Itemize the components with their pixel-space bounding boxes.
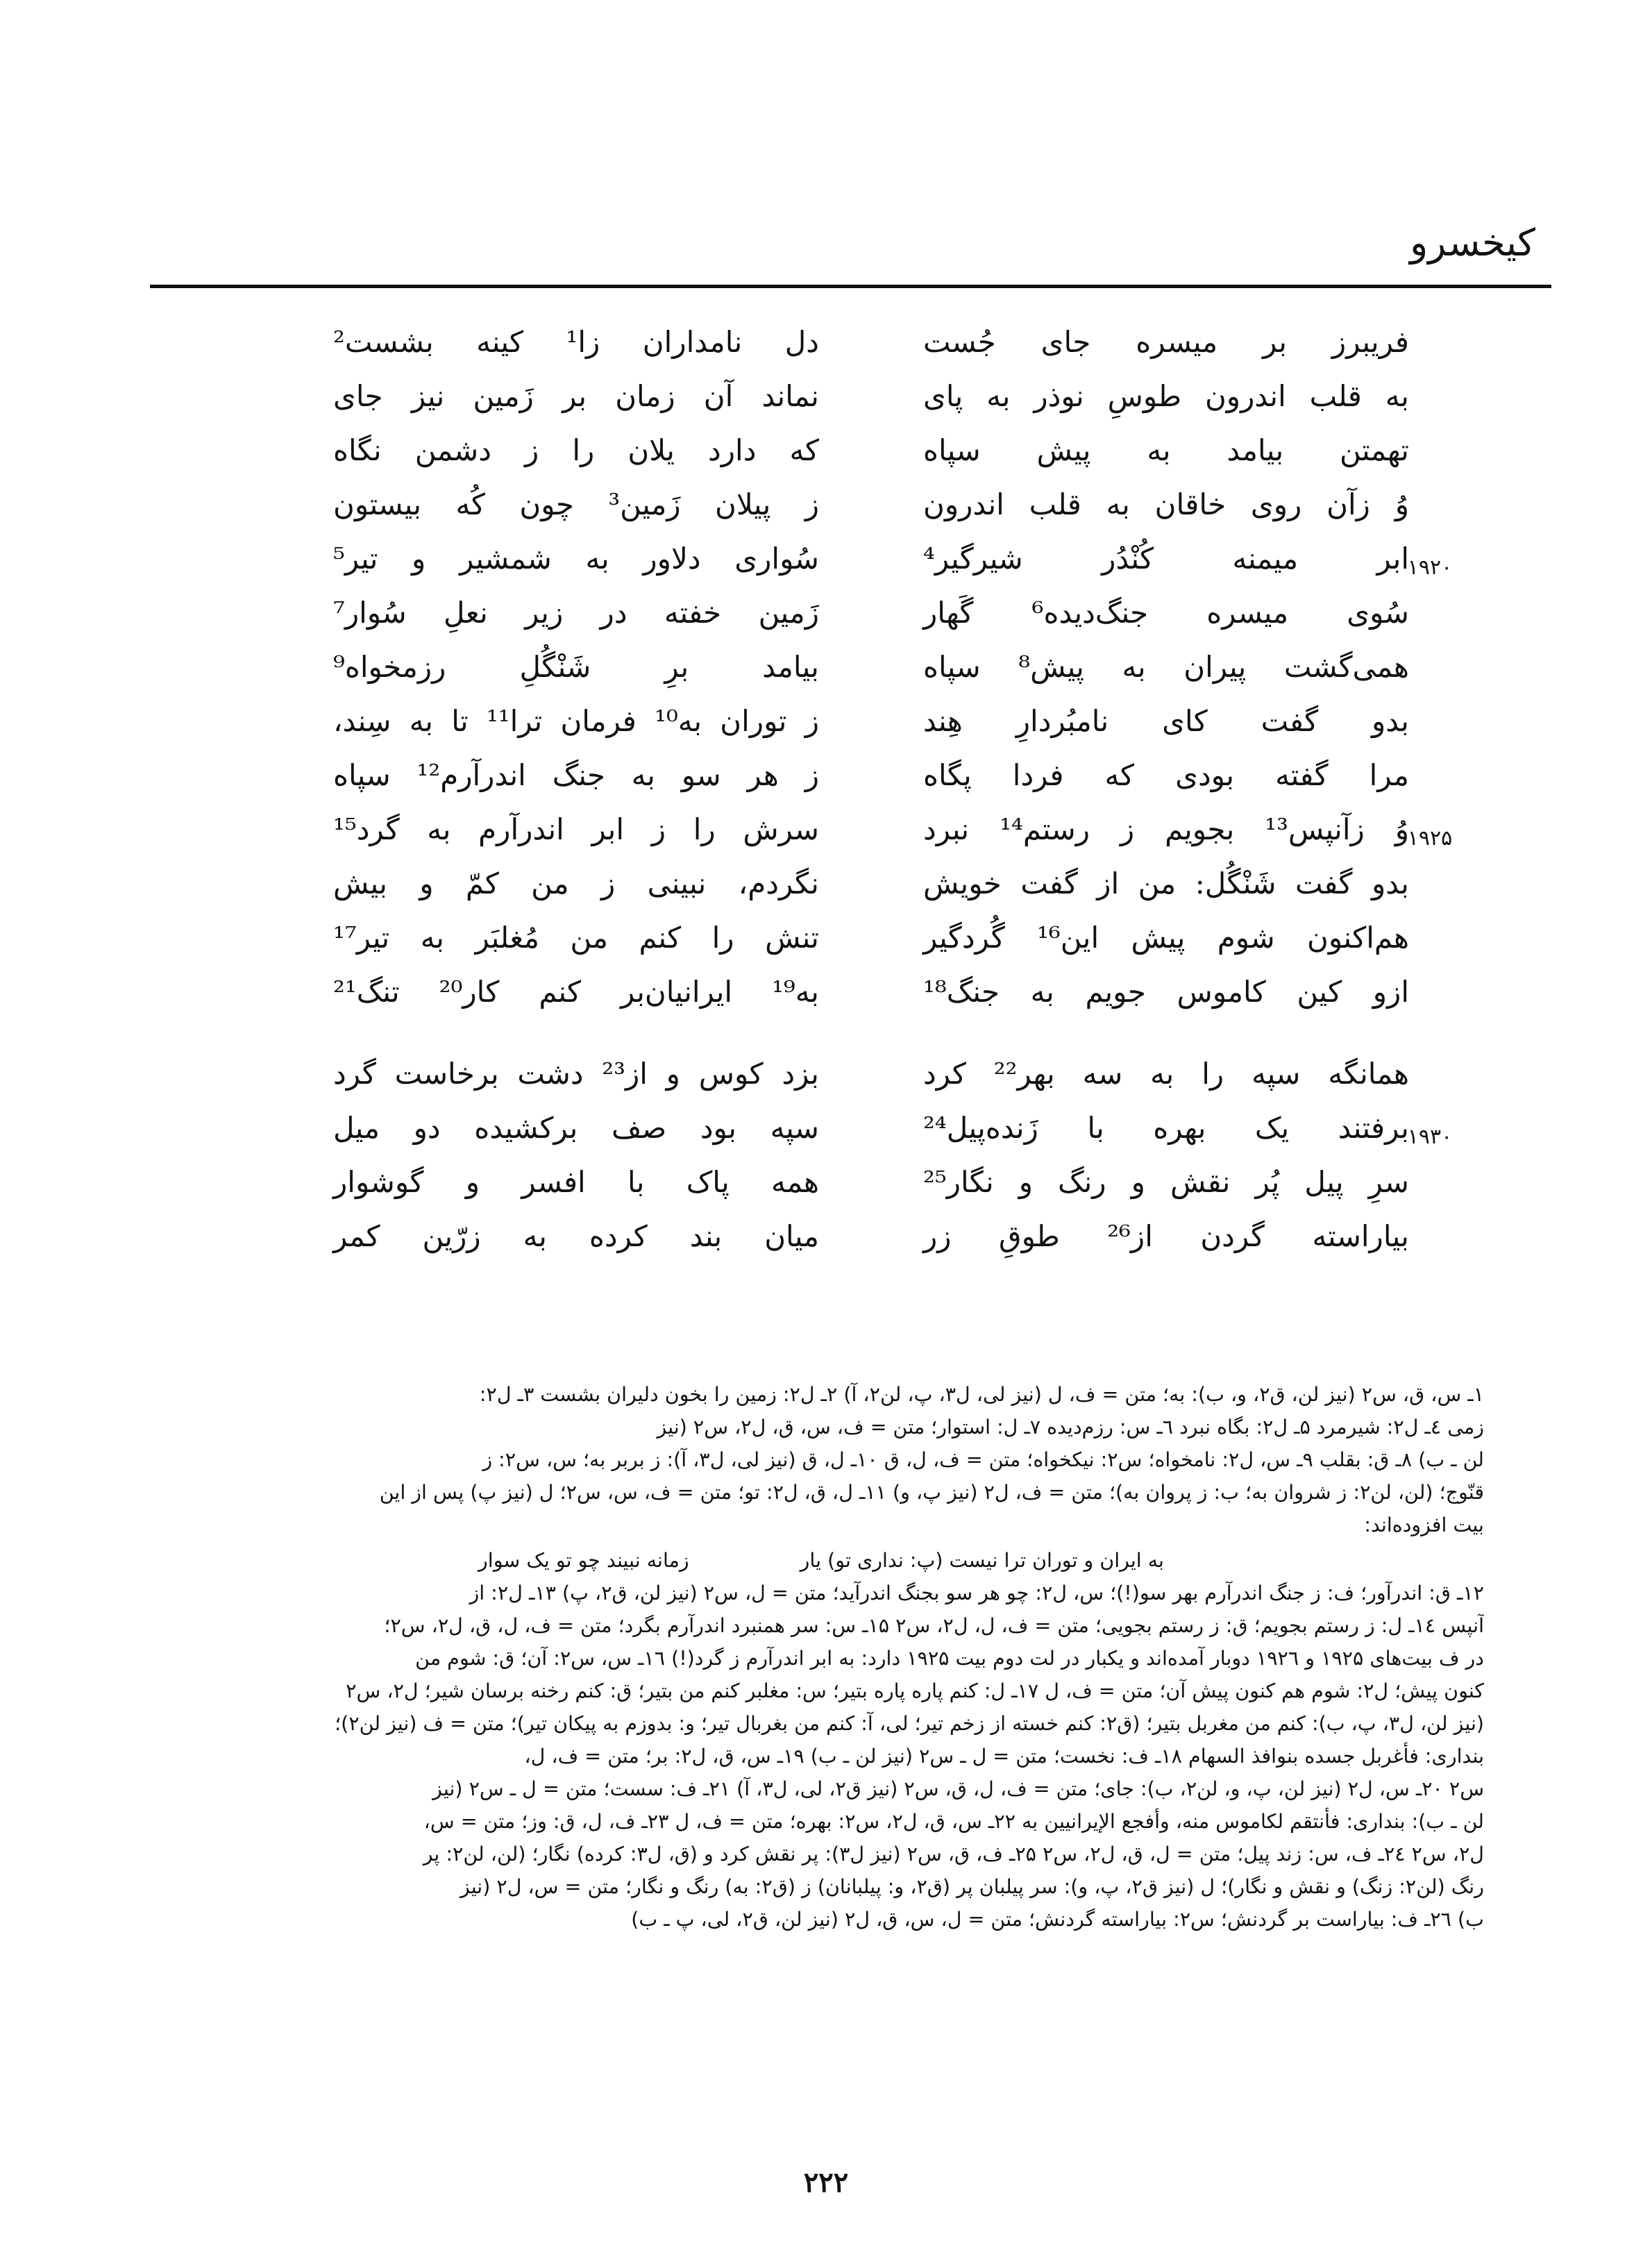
couplet bbox=[271, 812, 1453, 866]
hemistich-first: سُوی میسره جنگ‌دیده⁶ گَهار bbox=[923, 596, 1409, 630]
couplet bbox=[271, 379, 1409, 433]
hemistich-second: زَمین خفته در زیر نعلِ سُوار⁷ bbox=[333, 596, 819, 630]
footnote-line: س۲ ۲۰ـ س، ل۲ (نیز لن، پ، و، لن۲، ب): جای؛ متن = ف، ل، ق، س۲ (نیز ق۲، لی، ل۳، آ) ۲۱ـ ف: سست؛ متن = ل ـ س۲ (نیز bbox=[432, 1777, 1484, 1800]
footnote-line: کنون پیش؛ ل۲: شوم هم کنون پیش آن؛ متن = ف، ل ۱۷ـ ل: کنم پاره پاره بتیر؛ س: مغلبر کنم من بتیر؛ ق: کنم رخنه برسان شیر؛ ل۲، س۲ bbox=[346, 1679, 1484, 1702]
hemistich-second: بزد کوس و از²³ دشت برخاست گرد bbox=[333, 1057, 819, 1091]
hemistich-second: تنش را کنم من مُغلبَر به تیر¹⁷ bbox=[333, 921, 819, 955]
couplet bbox=[271, 1165, 1409, 1219]
hemistich-first: هم‌اکنون شوم پیش این¹⁶ گُردگیر bbox=[923, 921, 1409, 955]
hemistich-first: فریبرز بر میسره جای جُست bbox=[923, 325, 1409, 359]
footnote-line: (نیز لن، ل۳، پ، ب): کنم من مغربل بتیر؛ (ق۲: کنم خسته از زخم تیر؛ لی، آ: کنم من بغربال تیر؛ و: بدوزم به پیکان تیر)؛ متن = ف (نیز لن۲)؛ bbox=[335, 1712, 1484, 1735]
hemistich-first: ازو کین کاموس جویم به جنگ¹⁸ bbox=[923, 975, 1409, 1009]
poem-body bbox=[271, 325, 1453, 1301]
added-verse-first: به ایران و توران ترا نیست (پ: نداری تو) یار bbox=[800, 1549, 1164, 1572]
verse-number: ۱۹۲۰ bbox=[1407, 555, 1453, 580]
hemistich-second: ز توران به¹⁰ فرمان ترا¹¹ تا به سِند، bbox=[333, 704, 819, 738]
hemistich-second: سُواری دلاور به شمشیر و تیر⁵ bbox=[333, 542, 819, 576]
hemistich-second: ز پیلان زَمین³ چون کُه بیستون bbox=[333, 487, 819, 521]
hemistich-first: تهمتن بیامد به پیش سپاه bbox=[923, 433, 1409, 467]
header-rule bbox=[150, 285, 1551, 288]
couplet bbox=[271, 325, 1409, 379]
hemistich-second: همه پاک با افسر و گوشوار bbox=[333, 1165, 819, 1199]
couplet bbox=[271, 704, 1409, 758]
hemistich-first: همی‌گشت پیران به پیش⁸ سپاه bbox=[923, 650, 1409, 684]
added-verse bbox=[158, 1544, 1484, 1577]
footnote-line: زمی ٤ـ ل۲: شیرمرد ۵ـ ل۲: بگاه نبرد ٦ـ س: رزم‌دیده ۷ـ ل: استوار؛ متن = ف، س، ق، ل۲، س۲ (نیز bbox=[657, 1416, 1484, 1439]
couplet-group bbox=[271, 325, 1453, 1029]
running-head: کیخسرو bbox=[1410, 221, 1535, 265]
couplet bbox=[271, 921, 1409, 975]
couplet bbox=[271, 650, 1409, 704]
couplet bbox=[271, 1219, 1409, 1273]
hemistich-second: سرش را ز ابر اندرآرم به گرد¹⁵ bbox=[333, 812, 819, 846]
footnote-line: در ف بیت‌های ۱۹۲۵ و ۱۹۲٦ دوبار آمده‌اند و یکبار در لت دوم بیت ۱۹۲۵ دارد: به ابر اندرآرم ز گرد(!) ۱٦ـ س، س۲: آن؛ ق: شوم من bbox=[415, 1647, 1484, 1670]
footnote-line: ل۲، س۲ ۲٤ـ ف، س: زند پیل؛ متن = ل، ق، ل۲، س۲ ۲۵ـ ف، ق، س۲ (نیز ل۳): پر نقش کرد و (ق، ل۳: کرده) نگار؛ (لن، لن۲: پر bbox=[423, 1843, 1484, 1866]
hemistich-second: دل نامداران زا¹ کینه بشست² bbox=[333, 325, 819, 359]
hemistich-first: بدو گفت کای نامبُردارِ هِند bbox=[923, 704, 1409, 738]
couplet bbox=[271, 487, 1409, 542]
footnote-line: آنپس ۱٤ـ ل: ز رستم بجویم؛ ق: ز رستم بجویی؛ متن = ف، ل، ل۲، س۲ ۱۵ـ س: سر همنبرد اندرآرم بگرد؛ متن = ف، ل، ق، ل۲، س۲؛ bbox=[384, 1614, 1484, 1637]
hemistich-second: بیامد برِ شَنْگُلِ رزمخواه⁹ bbox=[333, 650, 819, 684]
footnote-line: قنّوج؛ (لن، لن۲: ز شروان به؛ ب: ز پروان به)؛ متن = ف، ل۲ (نیز پ، و) ۱۱ـ ل، ق، ل۲: تو؛ متن = ف، س، س۲؛ ل (نیز پ) پس از این bbox=[379, 1481, 1484, 1504]
verse-number: ۱۹۲۵ bbox=[1407, 826, 1453, 850]
hemistich-first: به قلب اندرون طوسِ نوذر به پای bbox=[923, 379, 1409, 413]
couplet bbox=[271, 542, 1453, 596]
hemistich-second: ز هر سو به جنگ اندرآرم¹² سپاه bbox=[333, 758, 819, 792]
hemistich-second: که دارد یلان را ز دشمن نگاه bbox=[333, 433, 819, 467]
couplet bbox=[271, 758, 1409, 812]
footnote-line: ۱ـ س، ق، س۲ (نیز لن، ق۲، و، ب): به؛ متن = ف، ل (نیز لی، ل۳، پ، لن۲، آ) ۲ـ ل۲: زمین را بخون دلیران بشست ۳ـ ل۲: bbox=[479, 1383, 1484, 1406]
couplet-group bbox=[271, 1057, 1453, 1273]
hemistich-second: میان بند کرده به زرّین کمر bbox=[333, 1219, 819, 1253]
couplet bbox=[271, 433, 1409, 487]
footnote-line: ۱۲ـ ق: اندرآور؛ ف: ز جنگ اندرآرم بهر سو(!)؛ س، ل۲: چو هر سو بجنگ اندرآید؛ متن = ل، س۲ (نیز لن، ق۲، پ) ۱۳ـ ل۲: از bbox=[469, 1582, 1484, 1604]
hemistich-first: ابر میمنه کُنْدُر شیرگیر⁴ bbox=[923, 542, 1409, 576]
footnote-line: ب) ۲٦ـ ف: بیاراست بر گردنش؛ س۲: بیاراسته گردنش؛ متن = ل، س، ق، ل۲ (نیز لن، ق۲، لی، پ ـ ب) bbox=[631, 1908, 1484, 1931]
hemistich-second: نگردم، نبینی ز من کمّ و بیش bbox=[333, 866, 819, 900]
hemistich-first: برفتند یک بهره با زَنده‌پیل²⁴ bbox=[923, 1111, 1409, 1145]
footnote-line: بنداری: فأغربل جسده بنوافذ السهام ۱۸ـ ف: نخست؛ متن = ل ـ س۲ (نیز لن ـ ب) ۱۹ـ س، ق، ل۲: بر؛ متن = ف، ل، bbox=[524, 1745, 1484, 1768]
hemistich-first: بدو گفت شَنْگُل: من از گفت خویش bbox=[923, 866, 1409, 900]
couplet bbox=[271, 975, 1409, 1029]
couplet bbox=[271, 596, 1409, 650]
hemistich-second: به¹⁹ ایرانیان‌بر کنم کار²⁰ تنگ²¹ bbox=[333, 975, 819, 1009]
couplet bbox=[271, 1111, 1453, 1165]
hemistich-first: بیاراسته گردن از²⁶ طوقِ زر bbox=[923, 1219, 1409, 1253]
verse-number: ۱۹۳۰ bbox=[1407, 1125, 1453, 1149]
hemistich-first: وُ زآن روی خاقان به قلب اندرون bbox=[923, 487, 1409, 521]
hemistich-first: همانگه سپه را به سه بهر²² کرد bbox=[923, 1057, 1409, 1091]
footnote-line: لن ـ ب) ۸ـ ق: بقلب ۹ـ س، ل۲: نامخواه؛ س۲: نیکخواه؛ متن = ف، ل، ق ۱۰ـ ل، ق (نیز لی، ل۳، آ): ز بربر به؛ س، س۲: ز bbox=[482, 1448, 1484, 1471]
hemistich-first: سرِ پیل پُر نقش و رنگ و نگار²⁵ bbox=[923, 1165, 1409, 1199]
added-verse-second: زمانه نبیند چو تو یک سوار bbox=[478, 1549, 689, 1572]
footnote-line: لن ـ ب): بنداری: فأنتقم لکاموس منه، وأفجع الإیرانیین به ۲۲ـ س، ق، ل۲، س۲: بهره؛ متن = ف، ل ۲۳ـ ف، ل، ق: وز؛ متن = س، bbox=[423, 1810, 1484, 1833]
footnote-line: رنگ (لن۲: زنگ) و نقش و نگار)؛ ل (نیز ق۲، پ، و): سر پیلبان پر (ق۲، و: پیلبانان) ز (ق۲: به) رنگ و نگار؛ متن = س، ل۲ (نیز bbox=[460, 1875, 1484, 1898]
page-number: ۲۲۲ bbox=[803, 2166, 849, 2199]
hemistich-second: سپه بود صف برکشیده دو میل bbox=[333, 1111, 819, 1145]
hemistich-first: وُ زآنپس¹³ بجویم ز رستم¹⁴ نبرد bbox=[923, 812, 1410, 846]
footnotes bbox=[158, 1378, 1484, 1936]
footnote-line: بیت افزوده‌اند: bbox=[1364, 1514, 1484, 1536]
hemistich-second: نماند آن زمان بر زَمین نیز جای bbox=[333, 379, 819, 413]
couplet bbox=[271, 1057, 1409, 1111]
hemistich-first: مرا گفته بودی که فردا پگاه bbox=[923, 758, 1409, 792]
couplet bbox=[271, 866, 1409, 921]
